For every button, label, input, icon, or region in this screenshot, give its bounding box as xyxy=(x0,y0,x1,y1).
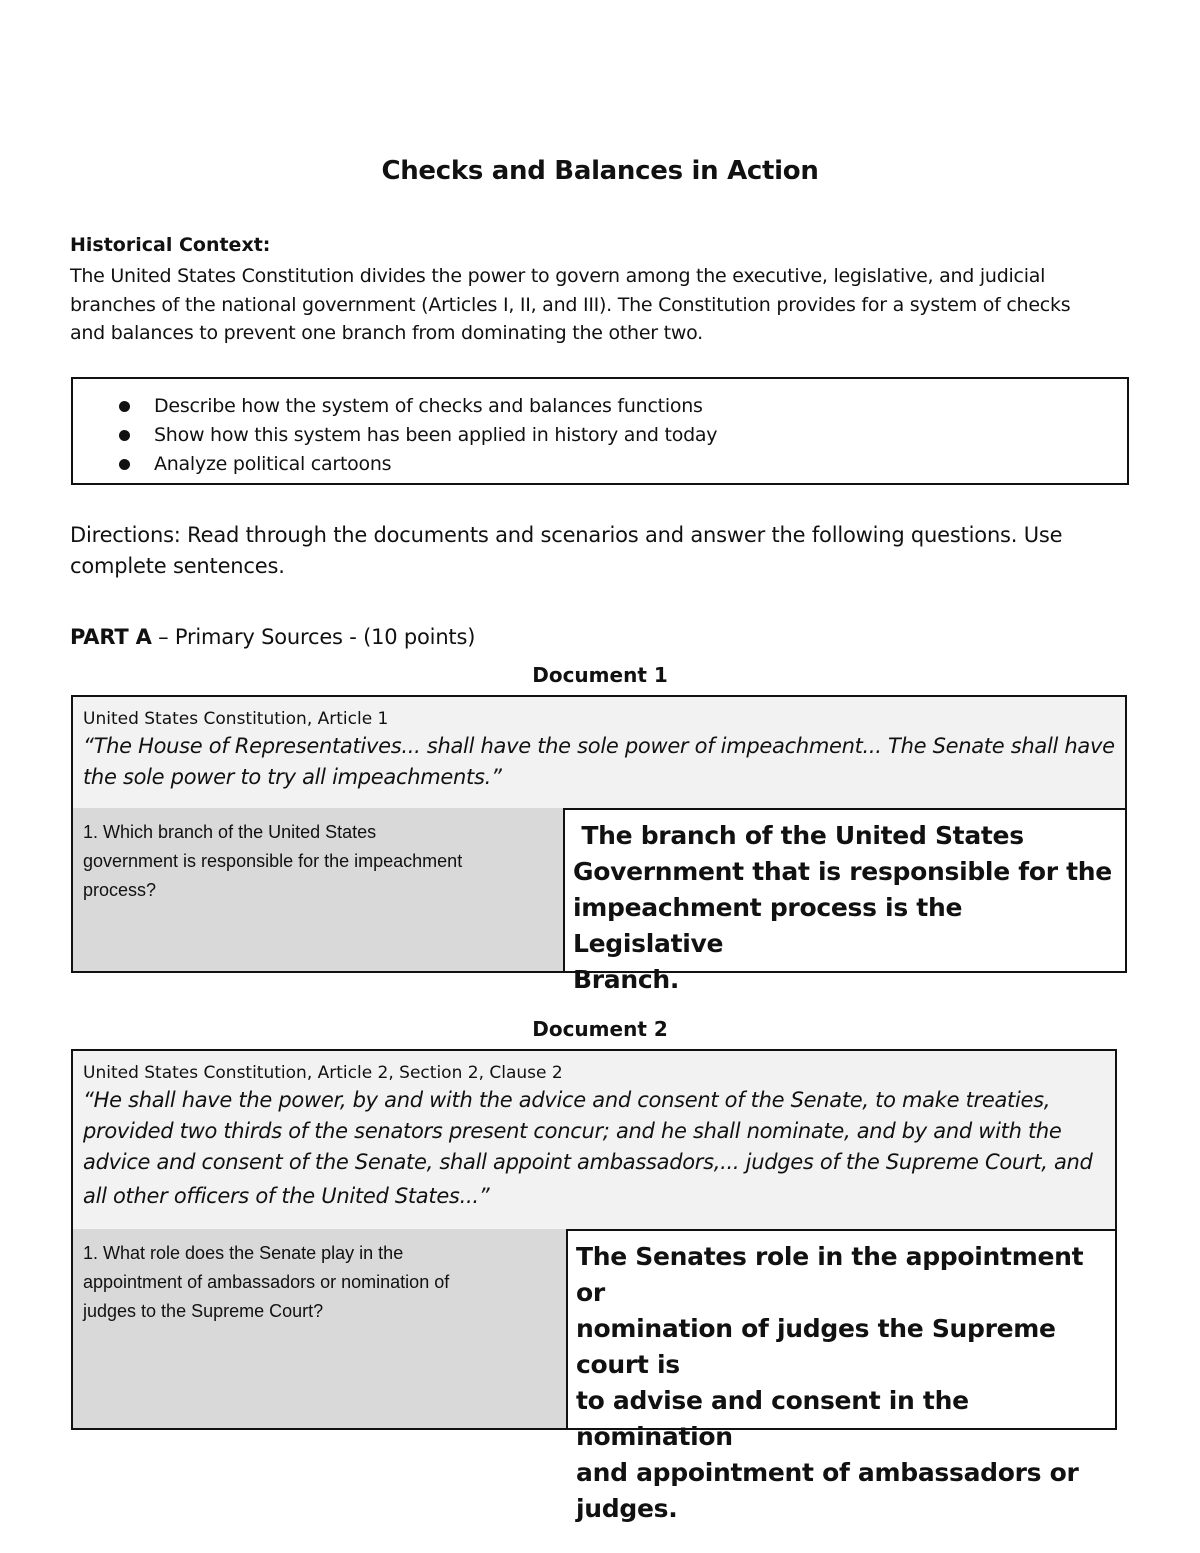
bullet-icon xyxy=(119,401,130,412)
context-line: branches of the national government (Articles I, II, and III). The Constitution provides for a system of checks xyxy=(70,293,1071,316)
context-line: and balances to prevent one branch from dominating the other two. xyxy=(70,322,703,344)
document-2-question xyxy=(73,1229,568,1428)
quote-line: advice and consent of the Senate, shall appoint ambassadors,... judges of the Supreme Court, and xyxy=(83,1150,1093,1174)
question-line: appointment of ambassadors or nomination of xyxy=(83,1272,450,1292)
answer-line: impeachment process is the Legislative xyxy=(573,893,963,958)
answer-line: The branch of the United States xyxy=(573,821,1024,850)
question-line: government is responsible for the impeachment xyxy=(83,851,463,871)
objectives-list xyxy=(119,392,717,479)
bullet-icon xyxy=(119,459,130,470)
document-2-heading: Document 2 xyxy=(532,1017,668,1041)
objective-item xyxy=(119,421,717,450)
document-1-citation: United States Constitution, Article 1 xyxy=(83,709,389,729)
document-2-citation: United States Constitution, Article 2, Section 2, Clause 2 xyxy=(83,1063,563,1083)
answer-line: and appointment of ambassadors or xyxy=(576,1458,1079,1487)
document-1-heading: Document 1 xyxy=(532,663,668,687)
question-line: 1. Which branch of the United States xyxy=(83,822,377,842)
page-title: Checks and Balances in Action xyxy=(381,156,819,186)
answer-line: judges. xyxy=(576,1494,678,1523)
answer-line: Government that is responsible for the xyxy=(573,857,1112,886)
directions-line: complete sentences. xyxy=(70,554,285,578)
part-a-label: PART A xyxy=(70,625,152,649)
quote-line: “The House of Representatives... shall have the sole power of impeachment... The Senate shall have xyxy=(83,734,1115,758)
document-1-table xyxy=(71,695,1127,994)
quote-line: all other officers of the United States...” xyxy=(83,1184,490,1208)
bullet-icon xyxy=(119,430,130,441)
document-2-answer xyxy=(568,1229,1115,1523)
part-a-subtitle: – Primary Sources - (10 points) xyxy=(151,625,476,649)
context-line: The United States Constitution divides the power to govern among the executive, legislative, and judicial xyxy=(70,265,1046,287)
answer-line: to advise and consent in the nomination xyxy=(576,1386,969,1451)
historical-context-body xyxy=(70,262,1130,348)
objective-text: Analyze political cartoons xyxy=(154,453,392,475)
quote-line: the sole power to try all impeachments.” xyxy=(83,765,502,789)
document-2-quote xyxy=(83,1085,1105,1212)
document-1-answer xyxy=(565,808,1125,994)
quote-line: “He shall have the power, by and with the advice and consent of the Senate, to make treaties, xyxy=(83,1088,1051,1112)
document-2-source xyxy=(73,1051,1115,1231)
objective-text: Show how this system has been applied in history and today xyxy=(154,424,718,446)
document-1-quote xyxy=(83,731,1115,793)
historical-context-heading: Historical Context: xyxy=(70,234,271,256)
question-line: process? xyxy=(83,880,157,900)
question-line: judges to the Supreme Court? xyxy=(83,1301,324,1321)
objective-text: Describe how the system of checks and balances functions xyxy=(154,395,703,417)
objectives-box xyxy=(71,377,1129,485)
answer-line: The Senates role in the appointment or xyxy=(576,1242,1084,1307)
directions-line: Directions: Read through the documents and scenarios and answer the following questions. Use xyxy=(70,523,1063,547)
answer-line: nomination of judges the Supreme court is xyxy=(576,1314,1056,1379)
quote-line: provided two thirds of the senators present concur; and he shall nominate, and by and with the xyxy=(83,1119,1062,1143)
answer-line: Branch. xyxy=(573,965,680,994)
objective-item xyxy=(119,450,717,479)
document-1-question xyxy=(73,808,565,971)
document-1-source xyxy=(73,697,1125,810)
document-2-table xyxy=(71,1049,1117,1523)
part-a-heading xyxy=(70,625,475,649)
question-line: 1. What role does the Senate play in the xyxy=(83,1243,404,1263)
objective-item xyxy=(119,392,717,421)
directions xyxy=(70,520,1130,582)
